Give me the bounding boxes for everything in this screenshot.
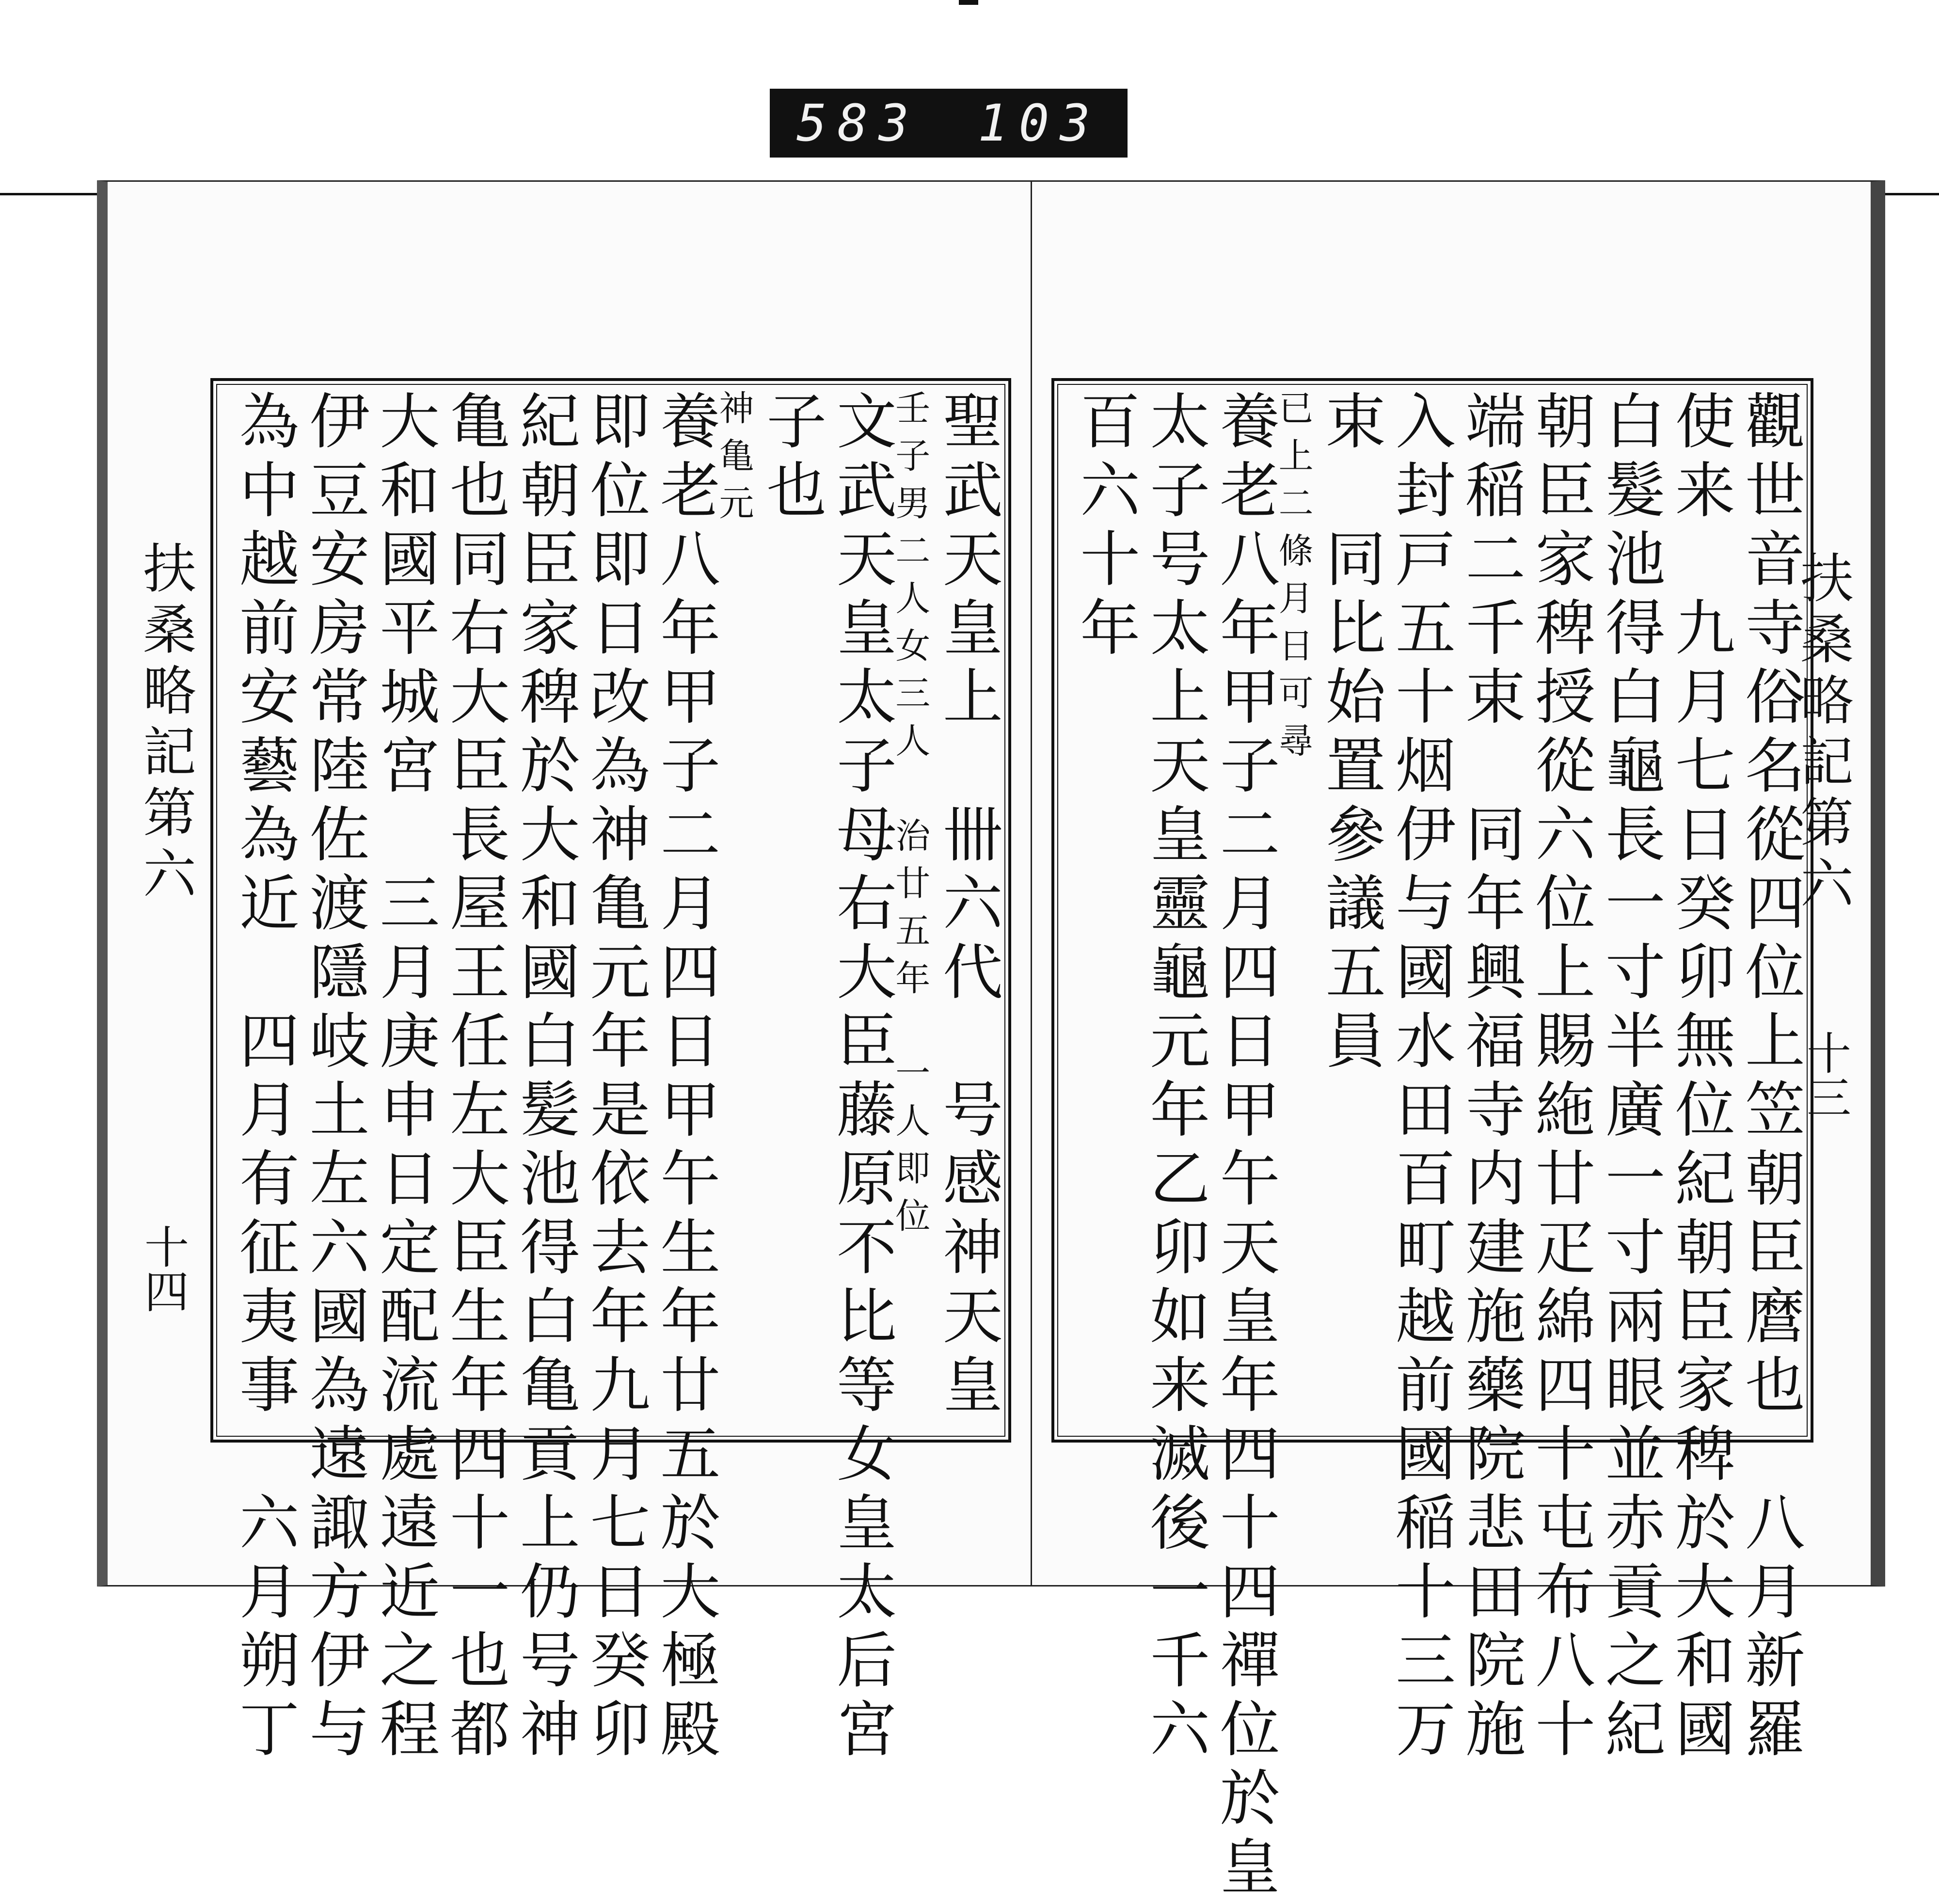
text-column: 紀朝臣家稗於大和國白髪池得白亀貢上仍号神 <box>509 390 580 1766</box>
reference-number-right: 103 <box>978 94 1101 153</box>
text-column: 文武天皇太子母右大臣藤原不比等女皇太后宮 <box>826 390 897 1766</box>
text-column: 伊豆安房常陸佐渡隱岐土左六國為遠諏方伊与 <box>299 390 369 1766</box>
annotation-column: 神亀元 <box>713 390 754 532</box>
right-text-block <box>1065 390 1805 1904</box>
left-text-block <box>224 390 1002 1766</box>
text-column: 百六十年 <box>1070 390 1140 665</box>
text-column: 養老八年甲子二月四日甲午生年廿五於大極殿 <box>650 390 720 1766</box>
left-folio: 十四 <box>137 1224 189 1313</box>
left-margin-title: 扶桑略記第六 <box>134 540 196 907</box>
text-column: 聖武天皇上 卌六代 号感神天皇 <box>933 390 1002 1422</box>
annotation-column: 已上二條月日可尋 <box>1272 390 1314 770</box>
reference-number-left: 583 <box>796 94 920 153</box>
text-column: 養老八年甲子二月四日甲午天皇年四十四禪位於皇 <box>1209 390 1280 1904</box>
right-folio: 十三 <box>1799 1030 1851 1119</box>
text-column: 白髮池得白龜長一寸半廣一寸兩眼並赤貢之紀 <box>1595 390 1665 1766</box>
text-column: 使来 九月七日癸卯無位紀朝臣家稗於大和國 <box>1665 390 1735 1766</box>
right-page <box>1031 180 1885 1904</box>
text-column: 觀世音寺俗名從四位上笠朝臣麿也 八月新羅 <box>1735 390 1805 1766</box>
text-column: 入封戸五十烟伊与國水田百町越前國稲十三万 <box>1385 390 1455 1766</box>
right-margin-title: 扶桑略記第六 <box>1792 550 1854 917</box>
left-text-frame <box>210 378 1011 1766</box>
text-column: 端稲二千束 同年興福寺内建施藥院悲田院施 <box>1455 390 1526 1766</box>
text-column: 太子号太上天皇靈龜元年乙卯如来滅後一千六 <box>1140 390 1210 1766</box>
left-page <box>97 180 1043 1766</box>
text-column: 子也 <box>756 390 826 527</box>
text-column: 即位即日改為神亀元年是依去年九月七日癸卯 <box>580 390 650 1766</box>
text-column: 束 同比始置參議五員 <box>1315 390 1385 1078</box>
archive-reference-label <box>770 89 1128 158</box>
text-column: 大和國平城宮 三月庚申日定配流處遠近之程 <box>369 390 440 1766</box>
annotation-column: 壬子男二人女三人 治廿五年 一人即位 <box>890 390 931 1245</box>
text-column: 朝臣家稗授從六位上賜絁廿疋綿四十屯布八十 <box>1525 390 1595 1766</box>
book-spread <box>77 180 1854 1904</box>
right-text-frame <box>1051 378 1813 1904</box>
text-column: 亀也同右大臣長屋王任左大臣生年四十一也都 <box>440 390 510 1766</box>
top-center-mark <box>959 0 978 5</box>
text-column: 為中越前安藝為近 四月有征夷事 六月朔丁 <box>229 390 299 1766</box>
